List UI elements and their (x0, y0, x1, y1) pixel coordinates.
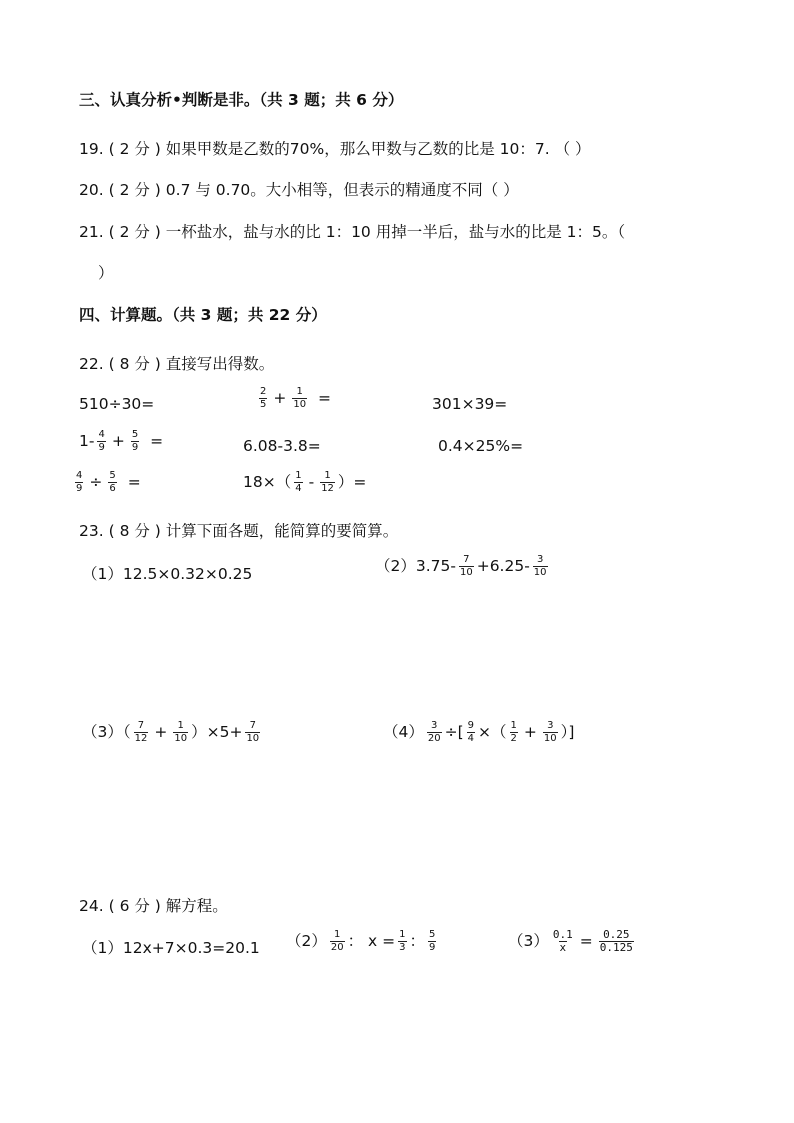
question-score: ( 8 分 ) (108, 522, 161, 540)
question-number: 22. (79, 355, 104, 373)
fraction: $\frac{1}{12}$ (321, 470, 334, 494)
fraction: $\frac{5}{9}$ (429, 929, 436, 953)
section-3-heading: 三、认真分析•判断是非。（共 3 题；共 6 分） (79, 91, 404, 109)
fraction: $\frac{1}{4}$ (295, 470, 302, 494)
section-4-heading: 四、计算题。（共 3 题；共 22 分） (79, 306, 327, 324)
question-number: 21. (79, 223, 104, 241)
fraction: $\frac{3}{20}$ (427, 720, 441, 744)
expr-22-8: 18×（ $\frac{1}{4}$ - $\frac{1}{12}$ ）= (243, 470, 367, 494)
fraction: $\frac{7}{10}$ (246, 720, 260, 744)
fraction: $\frac{9}{4}$ (467, 720, 475, 744)
equation-24-3: （3） $\frac{0.1}{x}$ = $\frac{0.25}{0.125}$ (508, 928, 633, 954)
question-number: 19. (79, 140, 104, 158)
question-22 (79, 352, 274, 374)
equation-24-2: （2） $\frac{1}{20}$ ： x = $\frac{1}{3}$ ： $\frac{5}{9}$ (286, 929, 436, 953)
question-24 (79, 894, 228, 916)
question-text: 一杯盐水，盐与水的比 1：10 用掉一半后，盐与水的比是 1：5。（ (165, 223, 626, 241)
expr-22-1: 510÷30= (79, 395, 155, 413)
question-text: 计算下面各题，能简算的要简算。 (165, 522, 399, 540)
expr-22-7: $\frac{4}{9}$ ÷ $\frac{5}{6}$ = (76, 470, 141, 494)
fraction: $\frac{1}{10}$ (174, 720, 188, 744)
question-number: 24. (79, 897, 104, 915)
question-score: ( 6 分 ) (108, 897, 161, 915)
fraction: $\frac{3}{10}$ (543, 720, 557, 744)
problem-23-1: （1）12.5×0.32×0.25 (82, 565, 253, 583)
fraction: $\frac{4}{9}$ (98, 429, 105, 453)
question-23 (79, 519, 398, 541)
fraction: $\frac{0.25}{0.125}$ (599, 928, 633, 954)
fraction: $\frac{1}{20}$ (330, 929, 344, 953)
expr-22-3: 301×39= (432, 395, 508, 413)
fraction: $\frac{2}{5}$ (260, 386, 267, 410)
expr-22-4: 1- $\frac{4}{9}$ + $\frac{5}{9}$ = (79, 429, 164, 453)
fraction: $\frac{1}{3}$ (399, 929, 406, 953)
question-text: 如果甲数是乙数的70%，那么甲数与乙数的比是 10：7. （ ） (165, 140, 591, 158)
fraction: $\frac{7}{10}$ (459, 554, 473, 578)
fraction: $\frac{4}{9}$ (76, 470, 83, 494)
question-text: 解方程。 (165, 897, 228, 915)
fraction: $\frac{5}{9}$ (131, 429, 139, 453)
fraction: $\frac{0.1}{x}$ (552, 928, 573, 954)
question-score: ( 2 分 ) (108, 223, 161, 241)
question-19 (79, 137, 591, 159)
question-score: ( 8 分 ) (108, 355, 161, 373)
question-20 (79, 178, 519, 200)
expr-22-5: 6.08-3.8= (243, 437, 321, 455)
expr-22-6: 0.4×25%= (438, 437, 524, 455)
question-21 (79, 220, 625, 242)
problem-23-3: （3）（ $\frac{7}{12}$ + $\frac{1}{10}$ ）×5+ $\frac{7}{10}$ (82, 720, 260, 744)
problem-23-4: （4） $\frac{3}{20}$ ÷[ $\frac{9}{4}$ ×（ $\frac{1}{2}$ + $\frac{3}{10}$ ）] (383, 720, 575, 744)
fraction: $\frac{1}{10}$ (293, 386, 307, 410)
equation-24-1: （1）12x+7×0.3=20.1 (82, 939, 260, 957)
question-score: ( 2 分 ) (108, 140, 161, 158)
question-number: 20. (79, 181, 104, 199)
fraction: $\frac{7}{12}$ (134, 720, 148, 744)
question-text: 直接写出得数。 (165, 355, 275, 373)
fraction: $\frac{3}{10}$ (533, 554, 547, 578)
problem-23-2: （2）3.75- $\frac{7}{10}$ +6.25- $\frac{3}{10}$ (375, 554, 547, 578)
question-21-continuation: ） (98, 264, 114, 282)
question-number: 23. (79, 522, 104, 540)
expr-22-2: $\frac{2}{5}$ + $\frac{1}{10}$ = (260, 386, 332, 410)
question-text: 0.7 与 0.70。大小相等，但表示的精通度不同（ ） (165, 181, 519, 199)
fraction: $\frac{5}{6}$ (109, 470, 116, 494)
fraction: $\frac{1}{2}$ (510, 720, 517, 744)
question-score: ( 2 分 ) (108, 181, 161, 199)
